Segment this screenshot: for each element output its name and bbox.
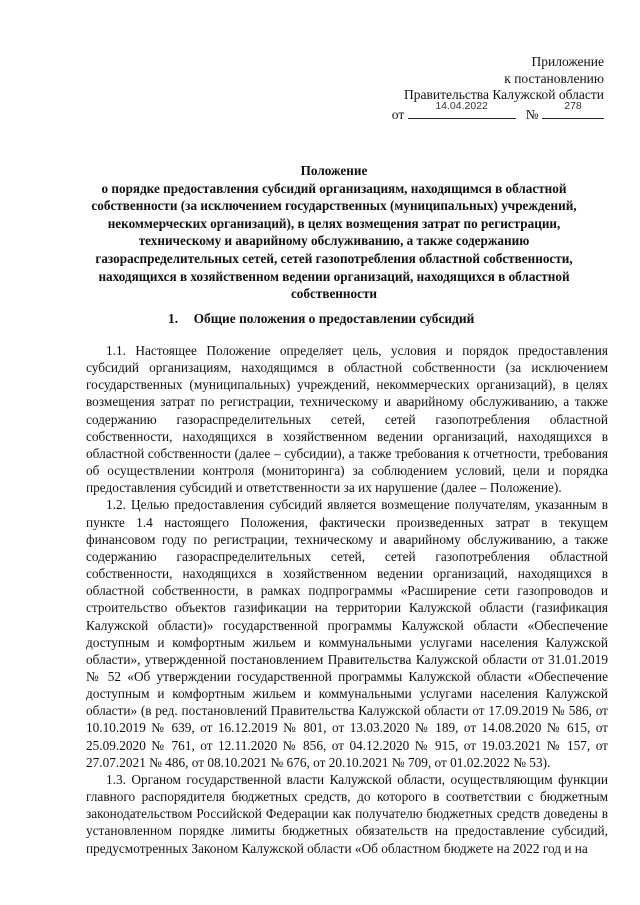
government-label: Правительства Калужской области	[403, 87, 604, 102]
title-line: техническому и аварийному обслуживанию, а также содержанию	[138, 233, 530, 249]
date-number-row	[391, 99, 604, 124]
from-label: от	[391, 106, 405, 122]
paragraph-1-2: 1.2. Целью предоставления субсидий является возмещение получателям, указанным в пункте 1.4 настоящего Положения, фактически произведенных затрат в текущем финансовом году по регистрации, техническому и аварийному обслуживанию, а также содержанию газораспределительных сетей, сетей газопотребления областной собственности, находящихся в хозяйственном ведении организаций, находящихся в областной собственности, в рамках подпрограммы «Расширение сети газопроводов и строительство объектов газификации на территории Калужской области (газификация Калужской области)» государственной программы Калужской области «Обеспечение доступным и комфортным жильем и коммунальными услугами населения Калужской области», утвержденной постановлением Правительства Калужской области от 31.01.2019 № 52 «Об утверждении государственной программы Калужской области «Обеспечение доступным и комфортным жильем и коммунальными услугами населения Калужской области» (в ред. постановлений Правительства Калужской области от 17.09.2019 № 586, от 10.10.2019 № 639, от 16.12.2019 № 801, от 13.03.2020 № 189, от 14.08.2020 № 615, от 25.09.2020 № 761, от 12.11.2020 № 856, от 04.12.2020 № 915, от 19.03.2021 № 157, от 27.07.2021 № 486, от 08.10.2021 № 676, от 20.10.2021 № 709, от 01.02.2022 № 53).	[86, 497, 608, 770]
date-field	[408, 99, 516, 119]
title-line: находящихся в хозяйственном ведении организаций, находящихся в областной	[98, 268, 570, 284]
document-title	[60, 162, 608, 303]
appendix-header	[392, 54, 604, 123]
title-line: собственности (за исключением государственных (муниципальных) учреждений,	[91, 198, 577, 214]
date-value: 14.04.2022	[435, 99, 488, 112]
title-line: о порядке предоставления субсидий организациям, находящимся в областной	[101, 180, 567, 196]
section-title: Общие положения о предоставлении субсидий	[193, 311, 475, 326]
appendix-label: Приложение	[531, 54, 604, 69]
resolution-label: к постановлению	[504, 70, 604, 86]
title-line: собственности	[290, 286, 378, 302]
section-number: 1.	[168, 311, 179, 326]
paragraph-1-3: 1.3. Органом государственной власти Калужской области, осуществляющим функции главного распорядителя бюджетных средств, до которого в соответствии с бюджетным законодательством Российской Федерации как получателю бюджетных средств доведены в установленном порядке лимиты бюджетных обязательств на предоставление субсидий, предусмотренных Законом Калужской области «Об областном бюджете на 2022 год и на	[86, 771, 608, 856]
title-line: Положение	[300, 163, 368, 178]
paragraph-1-1: 1.1. Настоящее Положение определяет цель, условия и порядок предоставления субсидий организациям, находящимся в областной собственности (за исключением государственных (муниципальных) учреждений, некоммерческих организаций), в целях возмещения затрат по регистрации, техническому и аварийному обслуживанию, а также содержанию газораспределительных сетей, сетей газопотребления областной собственности, находящихся в хозяйственном ведении организаций, находящихся в областной собственности (далее – субсидии), а также требования к отчетности, требования об осуществлении контроля (мониторинга) за соблюдением условий, цели и порядка предоставления субсидий и ответственности за их нарушение (далее – Положение).	[86, 343, 608, 496]
section-heading	[60, 311, 608, 327]
title-line: газораспределительных сетей, сетей газопотребления областной собственности,	[95, 250, 573, 266]
document-body	[86, 342, 608, 857]
number-field	[542, 99, 604, 119]
number-value: 278	[564, 99, 582, 112]
number-label: №	[525, 106, 539, 122]
title-line: некоммерческих организаций), в целях возмещения затрат по регистрации,	[107, 215, 561, 231]
